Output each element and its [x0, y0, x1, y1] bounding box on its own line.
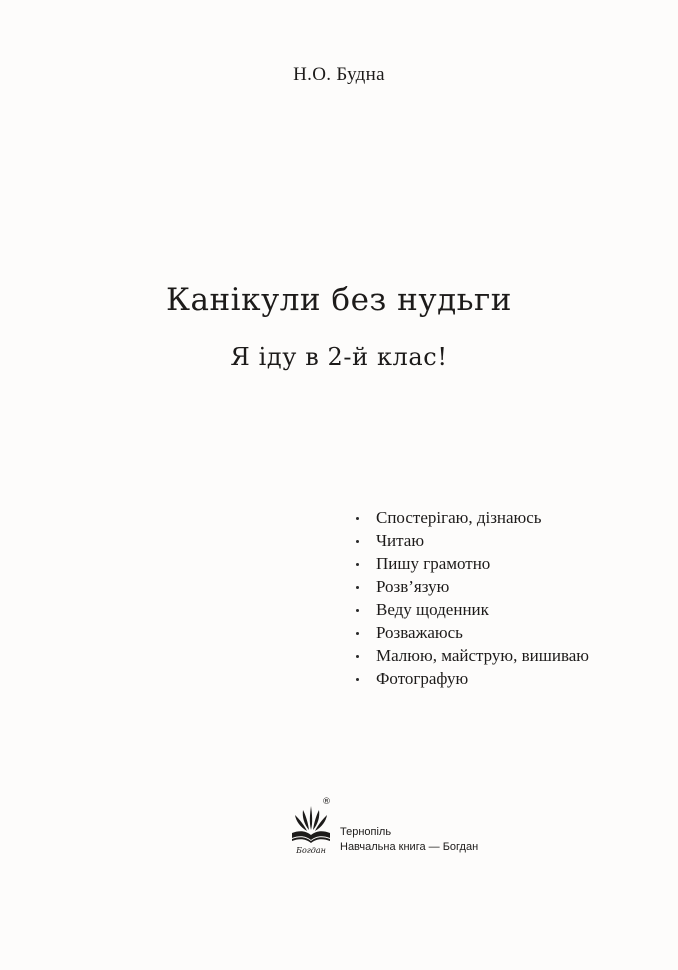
topic-label: Читаю: [376, 531, 425, 550]
topic-label: Фотографую: [376, 669, 469, 688]
topic-item: [356, 575, 589, 598]
topic-label: Малюю, майструю, вишиваю: [376, 646, 589, 665]
topic-item: [356, 529, 589, 552]
topic-list: [356, 506, 589, 690]
bullet-icon: [356, 586, 359, 589]
registered-mark: ®: [322, 797, 331, 807]
bullet-icon: [356, 655, 359, 658]
topic-label: Розважаюсь: [376, 623, 463, 642]
topic-label: Розв’язую: [376, 577, 450, 596]
topic-item: [356, 552, 589, 575]
topic-label: Спостерігаю, дізнаюсь: [376, 508, 542, 527]
topic-item: [356, 506, 589, 529]
topic-item: [356, 598, 589, 621]
bullet-icon: [356, 517, 359, 520]
publisher-block: [288, 797, 508, 860]
bohdan-book-logo-icon: [288, 797, 334, 856]
publisher-info: [340, 825, 478, 855]
bullet-icon: [356, 609, 359, 612]
book-subtitle: Я іду в 2-й клас!: [230, 343, 448, 371]
bullet-icon: [356, 540, 359, 543]
author-name: Н.О. Будна: [293, 64, 385, 85]
bullet-icon: [356, 678, 359, 681]
topic-label: Веду щоденник: [376, 600, 489, 619]
topic-item: [356, 644, 589, 667]
topic-item: [356, 667, 589, 690]
topic-item: [356, 621, 589, 644]
bullet-icon: [356, 632, 359, 635]
topic-label: Пишу грамотно: [376, 554, 491, 573]
publisher-name: Навчальна книга — Богдан: [340, 841, 479, 853]
bullet-icon: [356, 563, 359, 566]
logo-caption: Богдан: [296, 846, 326, 855]
book-title: Канікули без нудьги: [166, 282, 512, 318]
publisher-city: Тернопіль: [340, 826, 392, 838]
